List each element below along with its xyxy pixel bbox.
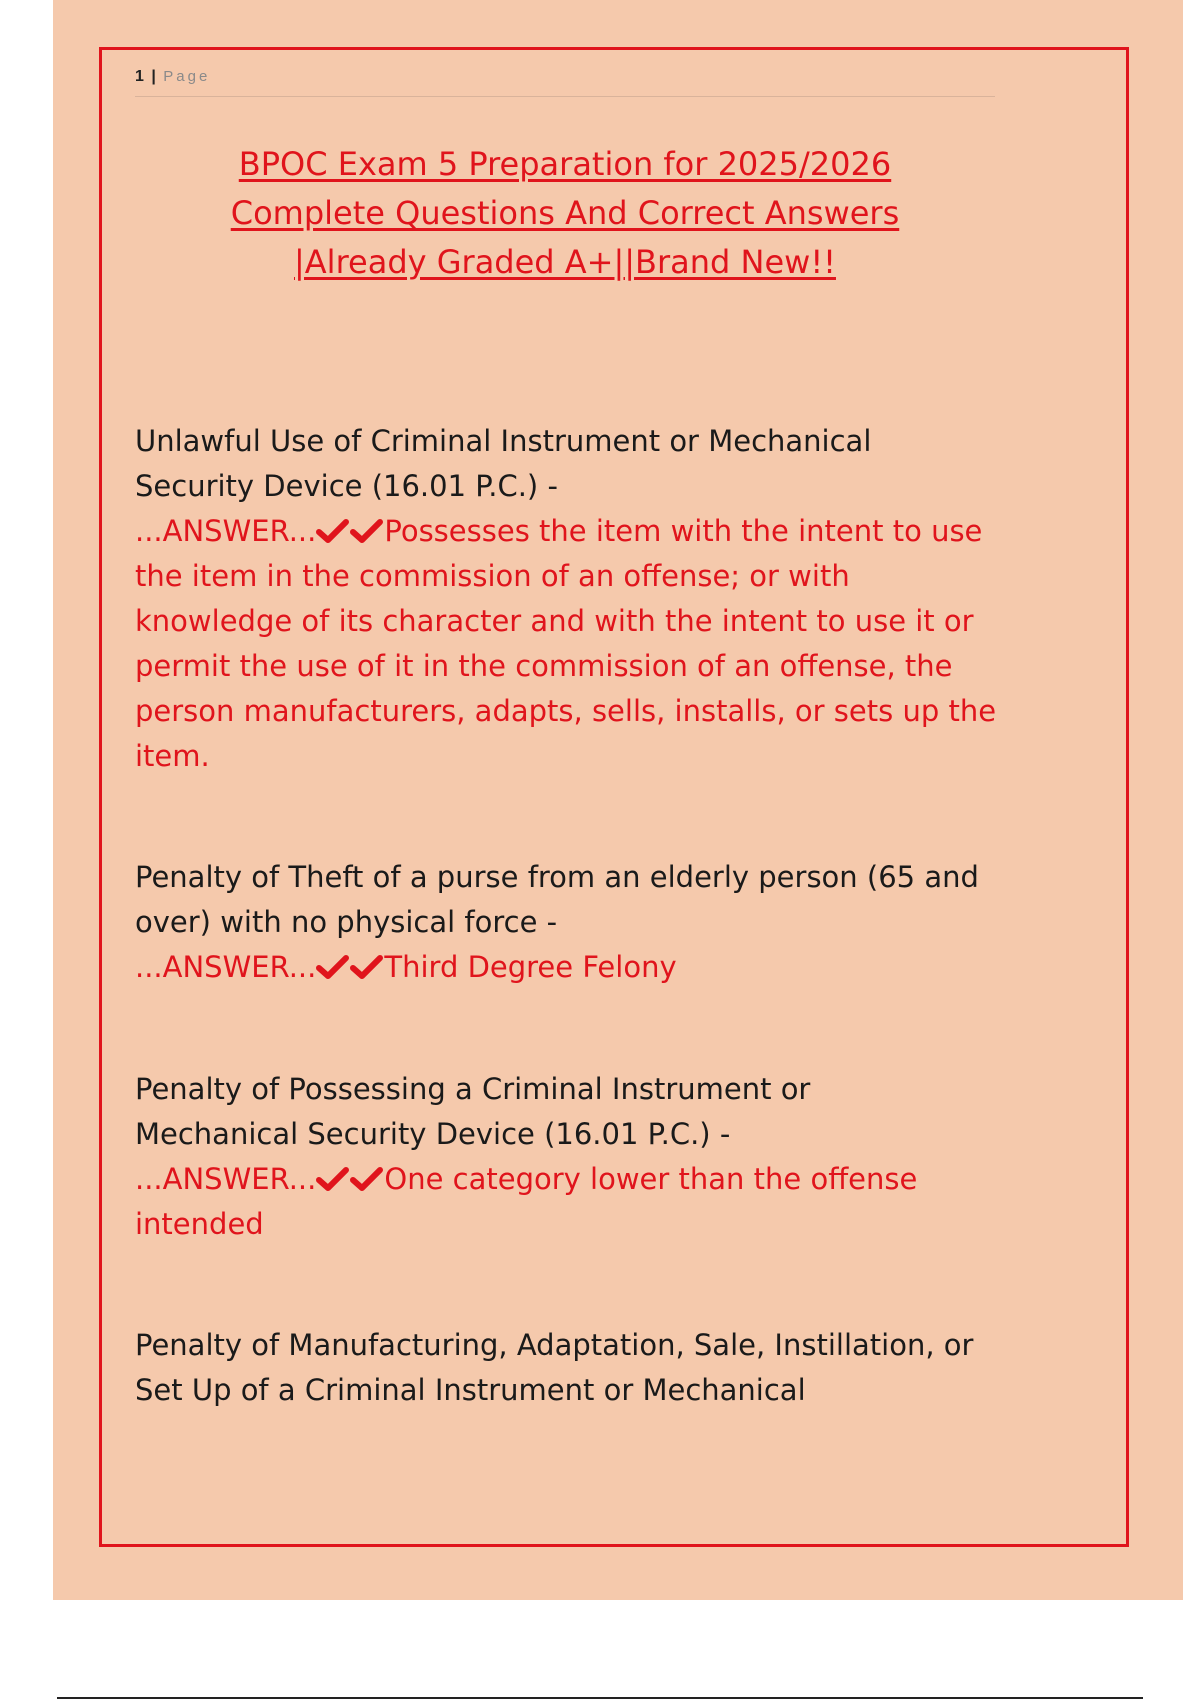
question-text: Unlawful Use of Criminal Instrument or Mechanical Security Device (16.01 P.C.) - (135, 424, 872, 503)
answer-block (135, 509, 1015, 779)
answer-text: Possesses the item with the intent to use the item in the commission of an offense; or with knowledge of its character and with the intent to use it or permit the use of it in the commission of an offense, the person manufacturers, adapts, sells, installs, or sets up the item. (135, 514, 997, 773)
answer-block (135, 945, 1015, 990)
check-mark-icon (350, 948, 384, 974)
check-mark-icon (316, 948, 350, 974)
answer-text: Third Degree Felony (384, 950, 677, 984)
answer-text: One category lower than the offense intended (135, 1162, 918, 1241)
question-text: Penalty of Theft of a purse from an elderly person (65 and over) with no physical force - (135, 860, 979, 939)
qa-item-4 (135, 1323, 1015, 1413)
check-mark-icon (316, 1160, 350, 1186)
qa-item-3 (135, 1067, 1015, 1247)
check-mark-icon (350, 512, 384, 538)
title-line-2: Complete Questions And Correct Answers (230, 194, 900, 232)
page-number: 1 (135, 68, 144, 85)
page-separator: | (151, 68, 156, 85)
question-text: Penalty of Manufacturing, Adaptation, Sale, Instillation, or Set Up of a Criminal Instrument or Mechanical (135, 1328, 974, 1407)
answer-marker: ...ANSWER... (135, 950, 317, 984)
qa-item-2 (135, 855, 1015, 990)
document-title (135, 140, 995, 287)
answer-marker: ...ANSWER... (135, 1162, 317, 1196)
title-line-1: BPOC Exam 5 Preparation for 2025/2026 (238, 145, 892, 183)
question-text: Penalty of Possessing a Criminal Instrument or Mechanical Security Device (16.01 P.C.) - (135, 1072, 811, 1151)
check-mark-icon (316, 512, 350, 538)
page-header (135, 68, 995, 97)
answer-block (135, 1157, 995, 1247)
title-line-3: |Already Graded A+||Brand New!! (294, 243, 836, 281)
check-mark-icon (350, 1160, 384, 1186)
qa-item-1 (135, 419, 1015, 779)
footer-rule (57, 1697, 1143, 1699)
answer-marker: ...ANSWER... (135, 514, 317, 548)
page-word: Page (163, 68, 211, 85)
